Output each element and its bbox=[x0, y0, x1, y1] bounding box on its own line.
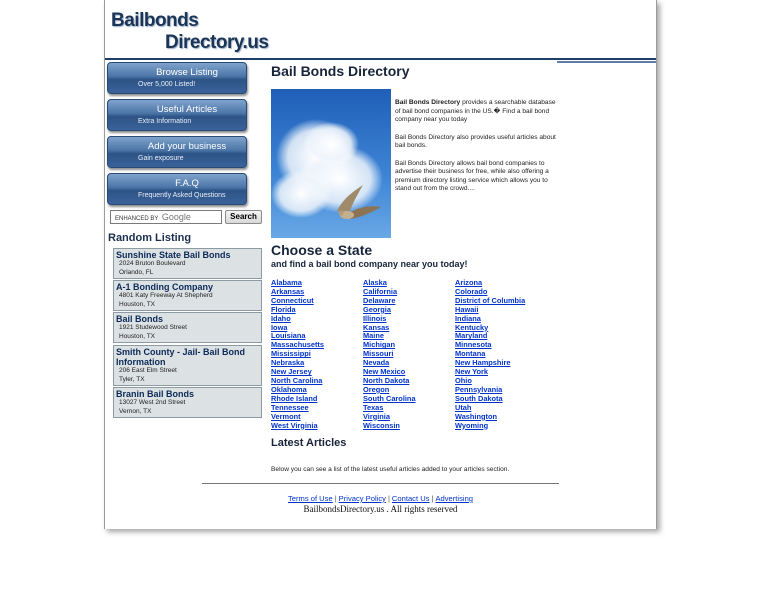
footer-separator: | bbox=[387, 494, 390, 503]
sidebar bbox=[107, 62, 265, 415]
site-header bbox=[105, 0, 656, 60]
dove-sky-image bbox=[271, 89, 391, 238]
nav-faq-button[interactable] bbox=[107, 173, 247, 205]
listing-city: Houston, TX bbox=[119, 332, 156, 340]
choose-state-heading: Choose a State bbox=[271, 242, 373, 258]
nav-button-label: Useful Articles bbox=[156, 104, 218, 115]
state-link[interactable]: South Dakota bbox=[455, 393, 503, 403]
page-container bbox=[104, 0, 657, 529]
intro-paragraph-3: Bail Bonds Directory allows bail bond companies to advertise their business for free, while also offering a premium directory listing service which allows you to stand out from the crowd.... bbox=[395, 159, 549, 192]
privacy-policy-link[interactable]: Privacy Policy bbox=[338, 494, 386, 503]
state-link[interactable]: Maine bbox=[363, 331, 384, 341]
state-link[interactable]: Utah bbox=[455, 402, 472, 412]
nav-button-label: Add your business bbox=[147, 141, 227, 152]
state-link[interactable]: Arkansas bbox=[271, 286, 305, 296]
state-link[interactable]: Minnesota bbox=[455, 340, 492, 350]
state-link[interactable]: Colorado bbox=[455, 286, 488, 296]
state-link[interactable]: Kentucky bbox=[455, 322, 489, 332]
state-link[interactable]: New Mexico bbox=[363, 367, 406, 377]
state-link[interactable]: Alabama bbox=[271, 278, 302, 287]
logo-line-1: Bailbonds bbox=[111, 10, 199, 31]
search-input[interactable] bbox=[110, 210, 222, 224]
state-link[interactable]: Tennessee bbox=[271, 402, 309, 412]
intro-text bbox=[395, 99, 557, 203]
listing-city: Houston, TX bbox=[119, 300, 156, 308]
state-column bbox=[455, 279, 547, 430]
listing-street: 206 East Elm Street bbox=[119, 367, 177, 374]
state-link[interactable]: Florida bbox=[271, 304, 296, 314]
state-link[interactable]: Washington bbox=[455, 411, 498, 421]
nav-button-sublabel: Extra Information bbox=[138, 118, 192, 125]
listing-city: Vernon, TX bbox=[119, 407, 152, 415]
state-link[interactable]: Montana bbox=[455, 349, 486, 359]
page-title: Bail Bonds Directory bbox=[271, 63, 410, 79]
state-link[interactable]: New Hampshire bbox=[455, 358, 511, 368]
intro-paragraph-2: Bail Bonds Directory also provides useful articles about bail bonds. bbox=[395, 133, 556, 149]
nav-browse-listing-button[interactable] bbox=[107, 62, 247, 94]
state-link[interactable]: Delaware bbox=[363, 295, 396, 305]
state-link[interactable]: Oklahoma bbox=[271, 384, 307, 394]
listing-name[interactable]: Smith County - Jail- Bail Bond Information bbox=[116, 347, 246, 367]
latest-articles-heading: Latest Articles bbox=[271, 437, 347, 449]
state-link[interactable]: Virginia bbox=[363, 411, 390, 421]
state-link[interactable]: Wisconsin bbox=[363, 420, 400, 430]
listing-item[interactable] bbox=[113, 345, 262, 386]
nav-add-business-button[interactable] bbox=[107, 136, 247, 168]
site-logo[interactable] bbox=[111, 10, 268, 54]
state-link[interactable]: Hawaii bbox=[455, 304, 479, 314]
state-column bbox=[271, 279, 363, 430]
nav-button-label: F.A.Q bbox=[175, 178, 199, 189]
listing-name[interactable]: Branin Bail Bonds bbox=[116, 389, 195, 399]
state-link[interactable]: North Carolina bbox=[271, 375, 323, 385]
state-link[interactable]: Michigan bbox=[363, 340, 396, 350]
state-column bbox=[363, 279, 455, 430]
listing-item[interactable] bbox=[113, 248, 262, 279]
state-link[interactable]: Indiana bbox=[455, 313, 481, 323]
state-link[interactable]: New Jersey bbox=[271, 367, 312, 377]
random-listing-heading: Random Listing bbox=[108, 232, 192, 244]
state-link[interactable]: Pennsylvania bbox=[455, 384, 503, 394]
listing-street: 4801 Katy Freeway At Shepherd bbox=[119, 292, 213, 299]
nav-button-sublabel: Gain exposure bbox=[138, 155, 184, 162]
state-link[interactable]: Kansas bbox=[363, 322, 390, 332]
state-link[interactable]: South Carolina bbox=[363, 393, 416, 403]
state-link[interactable]: Arizona bbox=[455, 278, 483, 287]
advertising-link[interactable]: Advertising bbox=[435, 494, 474, 503]
state-link[interactable]: Vermont bbox=[271, 411, 301, 421]
state-link[interactable]: Illinois bbox=[363, 313, 387, 323]
state-link[interactable]: Maryland bbox=[455, 331, 488, 341]
copyright-text: BailbondsDirectory.us . All rights reserved bbox=[303, 504, 458, 514]
state-link[interactable]: Mississippi bbox=[271, 349, 311, 359]
state-link[interactable]: West Virginia bbox=[271, 420, 318, 430]
state-link[interactable]: Iowa bbox=[271, 322, 288, 332]
state-link[interactable]: Texas bbox=[363, 402, 384, 412]
footer-links bbox=[105, 494, 656, 503]
search-form bbox=[110, 210, 265, 226]
nav-button-label: Browse Listing bbox=[156, 67, 218, 78]
contact-us-link[interactable]: Contact Us bbox=[391, 494, 430, 503]
state-link[interactable]: Connecticut bbox=[271, 295, 314, 305]
intro-brand: Bail Bonds Directory bbox=[395, 99, 461, 106]
terms-of-use-link[interactable]: Terms of Use bbox=[287, 494, 333, 503]
footer-separator: | bbox=[334, 494, 337, 503]
intro-paragraph-1 bbox=[395, 99, 557, 125]
state-link[interactable]: Missouri bbox=[363, 349, 394, 359]
listing-item[interactable] bbox=[113, 280, 262, 311]
state-link[interactable]: New York bbox=[455, 367, 488, 377]
state-link[interactable]: Idaho bbox=[271, 313, 291, 323]
listing-city: Tyler, TX bbox=[119, 375, 145, 383]
listing-item[interactable] bbox=[113, 312, 262, 343]
listing-name[interactable]: Bail Bonds bbox=[116, 314, 164, 324]
listing-city: Orlando, FL bbox=[119, 268, 154, 276]
listing-street: 1921 Studewood Street bbox=[119, 324, 187, 331]
search-input-label: ENHANCED BY bbox=[115, 216, 159, 222]
listing-name[interactable]: Sunshine State Bail Bonds bbox=[116, 250, 231, 260]
google-logo: Google bbox=[161, 212, 191, 222]
header-accent-rule bbox=[557, 61, 656, 63]
state-link[interactable]: Massachusetts bbox=[271, 340, 324, 350]
state-link[interactable]: Georgia bbox=[363, 304, 391, 314]
state-link[interactable]: District of Columbia bbox=[455, 295, 526, 305]
choose-state-subheading: and find a bail bond company near you today! bbox=[271, 259, 468, 269]
state-link[interactable]: Alaska bbox=[363, 278, 387, 287]
state-link[interactable]: Rhode Island bbox=[271, 393, 318, 403]
logo-line-2: Directory.us bbox=[165, 32, 269, 53]
state-link[interactable]: Louisiana bbox=[271, 331, 306, 341]
state-link[interactable]: North Dakota bbox=[363, 375, 410, 385]
search-button[interactable]: Search bbox=[225, 210, 262, 224]
state-link[interactable]: Wyoming bbox=[455, 420, 489, 430]
state-link[interactable]: Nevada bbox=[363, 358, 390, 368]
footer-separator: | bbox=[431, 494, 434, 503]
listing-item[interactable] bbox=[113, 387, 262, 418]
state-link[interactable]: Oregon bbox=[363, 384, 390, 394]
footer-divider bbox=[202, 483, 559, 484]
state-link[interactable]: California bbox=[363, 286, 398, 296]
nav-button-sublabel: Frequently Asked Questions bbox=[138, 192, 226, 199]
listing-name[interactable]: A-1 Bonding Company bbox=[116, 282, 213, 292]
listing-street: 2024 Bruton Boulevard bbox=[119, 260, 186, 267]
intro-paragraph-1-text: provides a searchable database of bail bond companies in the US.� Find a bail bond company near you today bbox=[395, 99, 556, 123]
state-link[interactable]: Ohio bbox=[455, 375, 472, 385]
listing-street: 13027 West 2nd Street bbox=[119, 399, 186, 406]
nav-useful-articles-button[interactable] bbox=[107, 99, 247, 131]
nav-button-sublabel: Over 5,000 Listed! bbox=[138, 81, 196, 88]
latest-articles-text: Below you can see a list of the latest useful articles added to your articles section. bbox=[271, 466, 510, 473]
state-link[interactable]: Nebraska bbox=[271, 358, 305, 368]
